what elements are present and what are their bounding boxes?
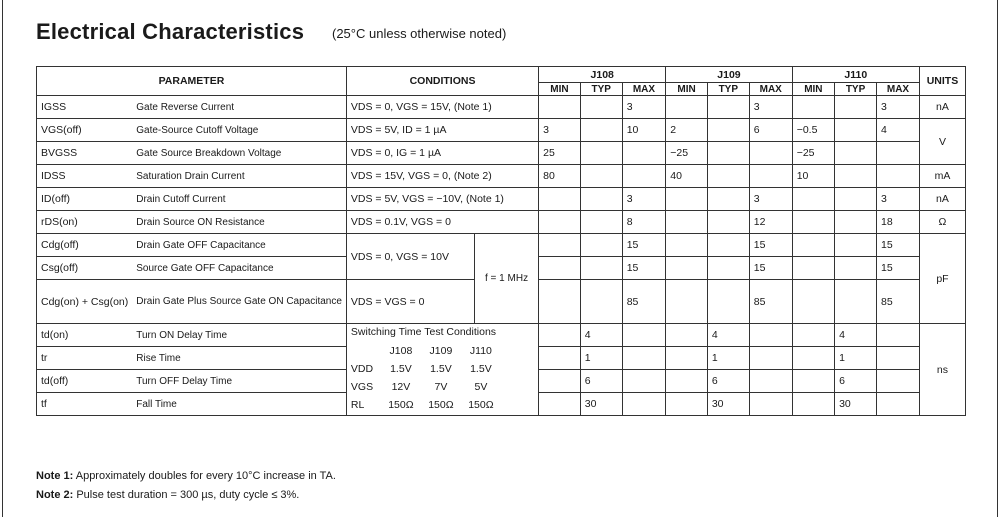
value-cell	[666, 324, 708, 347]
value-cell	[792, 188, 834, 211]
value-cell: 8	[622, 211, 666, 234]
value-cell: 6	[835, 370, 877, 393]
value-cell	[580, 280, 622, 324]
value-cell	[666, 96, 708, 119]
value-cell: 30	[707, 393, 749, 416]
switching-part: J109	[429, 344, 453, 357]
typ-header: TYP	[580, 83, 622, 96]
value-cell	[707, 234, 749, 257]
max-header: MAX	[877, 83, 920, 96]
value-cell	[792, 347, 834, 370]
value-cell	[707, 188, 749, 211]
value-cell: 15	[622, 257, 666, 280]
value-cell	[707, 165, 749, 188]
table-row	[37, 234, 999, 257]
value-cell	[666, 211, 708, 234]
value-cell	[835, 257, 877, 280]
conditions-cell: VDS = 5V, ID = 1 µA	[346, 119, 538, 142]
value-cell: 15	[622, 234, 666, 257]
max-header: MAX	[622, 83, 666, 96]
unit-cell: nA	[919, 96, 965, 119]
value-cell	[580, 165, 622, 188]
parameter-cell: Saturation Drain Current	[132, 165, 346, 188]
parameter-cell: Drain Gate Plus Source Gate ON Capacitance	[132, 280, 346, 324]
parameter-cell: Turn OFF Delay Time	[132, 370, 346, 393]
symbol-cell: Csg(off)	[37, 257, 133, 280]
value-cell: 12	[749, 211, 792, 234]
switching-label: VDD	[350, 362, 374, 375]
value-cell	[666, 188, 708, 211]
value-cell	[539, 96, 581, 119]
parameter-cell: Drain Gate OFF Capacitance	[132, 234, 346, 257]
table-row	[37, 96, 999, 119]
electrical-characteristics-table	[36, 66, 999, 416]
value-cell: 3	[749, 96, 792, 119]
note-1: Note 1: Approximately doubles for every 10°C increase in TA.	[36, 470, 336, 482]
value-cell	[666, 347, 708, 370]
value-cell: 15	[877, 234, 920, 257]
value-cell: 3	[749, 188, 792, 211]
table-row	[37, 142, 999, 165]
value-cell	[539, 393, 581, 416]
value-cell	[666, 370, 708, 393]
switching-row	[351, 378, 534, 396]
unit-cell: pF	[919, 234, 965, 324]
value-cell	[792, 211, 834, 234]
value-cell: 1	[707, 347, 749, 370]
value-cell	[792, 280, 834, 324]
symbol-cell: td(off)	[37, 370, 133, 393]
value-cell	[835, 211, 877, 234]
unit-cell: mA	[919, 165, 965, 188]
symbol-cell: Cdg(off)	[37, 234, 133, 257]
symbol-cell: rDS(on)	[37, 211, 133, 234]
value-cell: −25	[666, 142, 708, 165]
value-cell	[792, 234, 834, 257]
cap-on-conditions: VDS = VGS = 0	[346, 280, 474, 324]
value-cell	[622, 324, 666, 347]
value-cell	[835, 234, 877, 257]
symbol-cell: BVGSS	[37, 142, 133, 165]
switching-row	[351, 360, 534, 378]
value-cell	[835, 142, 877, 165]
value-cell: 15	[749, 257, 792, 280]
conditions-cell: VDS = 0.1V, VGS = 0	[346, 211, 538, 234]
switching-value: 12V	[391, 380, 411, 393]
value-cell	[749, 393, 792, 416]
switching-parts-row	[351, 342, 534, 360]
value-cell: 4	[580, 324, 622, 347]
symbol-cell: IDSS	[37, 165, 133, 188]
parameter-cell: Gate Source Breakdown Voltage	[132, 142, 346, 165]
conditions-cell: VDS = 0, VGS = 15V, (Note 1)	[346, 96, 538, 119]
value-cell: 18	[877, 211, 920, 234]
switching-part: J108	[389, 344, 413, 357]
value-cell: 40	[666, 165, 708, 188]
value-cell	[580, 211, 622, 234]
parameter-cell: Drain Source ON Resistance	[132, 211, 346, 234]
value-cell	[835, 188, 877, 211]
value-cell: 85	[877, 280, 920, 324]
unit-cell: ns	[919, 324, 965, 416]
value-cell: 6	[707, 370, 749, 393]
value-cell	[666, 257, 708, 280]
value-cell: 15	[749, 234, 792, 257]
value-cell: 4	[877, 119, 920, 142]
value-cell	[707, 142, 749, 165]
value-cell	[792, 324, 834, 347]
value-cell	[707, 211, 749, 234]
switching-label: VGS	[350, 380, 374, 393]
part-header: J109	[666, 67, 792, 83]
value-cell	[749, 370, 792, 393]
parameter-cell: Turn ON Delay Time	[132, 324, 346, 347]
switching-value: 1.5V	[390, 362, 412, 375]
value-cell: 1	[580, 347, 622, 370]
symbol-cell: IGSS	[37, 96, 133, 119]
unit-cell: Ω	[919, 211, 965, 234]
parameter-cell: Drain Cutoff Current	[132, 188, 346, 211]
value-cell	[539, 234, 581, 257]
value-cell: −0.5	[792, 119, 834, 142]
value-cell: 6	[749, 119, 792, 142]
value-cell: 3	[539, 119, 581, 142]
value-cell	[622, 165, 666, 188]
value-cell	[877, 165, 920, 188]
value-cell	[666, 234, 708, 257]
switching-value: 5V	[474, 380, 488, 393]
parameter-cell: Source Gate OFF Capacitance	[132, 257, 346, 280]
min-header: MIN	[539, 83, 581, 96]
value-cell: 30	[580, 393, 622, 416]
symbol-cell: tf	[37, 393, 133, 416]
value-cell: 4	[707, 324, 749, 347]
value-cell	[580, 142, 622, 165]
value-cell	[749, 142, 792, 165]
value-cell: 30	[835, 393, 877, 416]
table-row	[37, 211, 999, 234]
unit-cell: nA	[919, 188, 965, 211]
value-cell	[666, 280, 708, 324]
value-cell	[707, 96, 749, 119]
value-cell	[792, 257, 834, 280]
value-cell	[539, 188, 581, 211]
value-cell	[835, 96, 877, 119]
section-title: Electrical Characteristics	[36, 19, 305, 44]
value-cell	[622, 347, 666, 370]
section-subtitle: (25°C unless otherwise noted)	[332, 26, 507, 41]
value-cell: 3	[877, 188, 920, 211]
value-cell: 3	[877, 96, 920, 119]
value-cell	[580, 234, 622, 257]
value-cell: 3	[622, 96, 666, 119]
value-cell	[877, 142, 920, 165]
value-cell: 2	[666, 119, 708, 142]
value-cell	[835, 280, 877, 324]
value-cell: 25	[539, 142, 581, 165]
value-cell	[580, 119, 622, 142]
switching-conditions	[346, 324, 538, 416]
value-cell	[707, 280, 749, 324]
value-cell	[877, 393, 920, 416]
value-cell: 3	[622, 188, 666, 211]
min-header: MIN	[666, 83, 708, 96]
value-cell	[580, 188, 622, 211]
value-cell	[877, 370, 920, 393]
value-cell: −25	[792, 142, 834, 165]
value-cell	[580, 257, 622, 280]
conditions-header: CONDITIONS	[346, 67, 538, 96]
value-cell	[622, 370, 666, 393]
value-cell	[539, 324, 581, 347]
value-cell: 10	[792, 165, 834, 188]
switching-row	[351, 396, 534, 414]
table-row	[37, 188, 999, 211]
switching-value: 7V	[434, 380, 448, 393]
table-row	[37, 119, 999, 142]
symbol-cell: td(on)	[37, 324, 133, 347]
note-2: Note 2: Pulse test duration = 300 µs, duty cycle ≤ 3%.	[36, 489, 300, 501]
value-cell	[707, 119, 749, 142]
value-cell	[835, 119, 877, 142]
value-cell: 15	[877, 257, 920, 280]
parameter-cell: Fall Time	[132, 393, 346, 416]
value-cell	[877, 324, 920, 347]
units-header: UNITS	[919, 67, 965, 96]
value-cell: 6	[580, 370, 622, 393]
unit-cell: V	[919, 119, 965, 165]
value-cell: 85	[749, 280, 792, 324]
symbol-cell: ID(off)	[37, 188, 133, 211]
value-cell	[835, 165, 877, 188]
value-cell	[666, 393, 708, 416]
parameter-cell: Rise Time	[132, 347, 346, 370]
symbol-cell: tr	[37, 347, 133, 370]
value-cell: 4	[835, 324, 877, 347]
value-cell	[580, 96, 622, 119]
typ-header: TYP	[707, 83, 749, 96]
value-cell	[792, 96, 834, 119]
part-header: J110	[792, 67, 919, 83]
value-cell	[749, 324, 792, 347]
conditions-cell: VDS = 5V, VGS = −10V, (Note 1)	[346, 188, 538, 211]
value-cell: 1	[835, 347, 877, 370]
switching-value: 1.5V	[430, 362, 452, 375]
parameter-cell: Gate-Source Cutoff Voltage	[132, 119, 346, 142]
switching-value: 1.5V	[470, 362, 492, 375]
value-cell	[539, 211, 581, 234]
value-cell	[539, 280, 581, 324]
value-cell	[539, 370, 581, 393]
value-cell	[539, 347, 581, 370]
value-cell	[622, 393, 666, 416]
value-cell	[877, 347, 920, 370]
value-cell: 10	[622, 119, 666, 142]
switching-value: 150Ω	[388, 398, 414, 411]
table-row	[37, 165, 999, 188]
min-header: MIN	[792, 83, 834, 96]
parameter-cell: Gate Reverse Current	[132, 96, 346, 119]
cap-off-conditions: VDS = 0, VGS = 10V	[346, 234, 474, 280]
switching-value: 150Ω	[428, 398, 454, 411]
typ-header: TYP	[835, 83, 877, 96]
switching-title: Switching Time Test Conditions	[350, 325, 497, 338]
symbol-cell: Cdg(on) + Csg(on)	[37, 280, 133, 324]
notes	[36, 467, 336, 505]
switching-value: 150Ω	[468, 398, 494, 411]
value-cell: 85	[622, 280, 666, 324]
value-cell: 80	[539, 165, 581, 188]
switching-part: J110	[469, 344, 492, 357]
max-header: MAX	[749, 83, 792, 96]
table-row	[37, 324, 999, 347]
value-cell	[792, 393, 834, 416]
value-cell	[792, 370, 834, 393]
conditions-cell: VDS = 0, IG = 1 µA	[346, 142, 538, 165]
value-cell	[749, 165, 792, 188]
value-cell	[749, 347, 792, 370]
conditions-cell: VDS = 15V, VGS = 0, (Note 2)	[346, 165, 538, 188]
value-cell	[622, 142, 666, 165]
frequency-condition: f = 1 MHz	[474, 234, 538, 324]
value-cell	[539, 257, 581, 280]
value-cell	[707, 257, 749, 280]
parameter-header: PARAMETER	[37, 67, 347, 96]
symbol-cell: VGS(off)	[37, 119, 133, 142]
switching-label: RL	[350, 398, 365, 411]
part-header: J108	[539, 67, 666, 83]
